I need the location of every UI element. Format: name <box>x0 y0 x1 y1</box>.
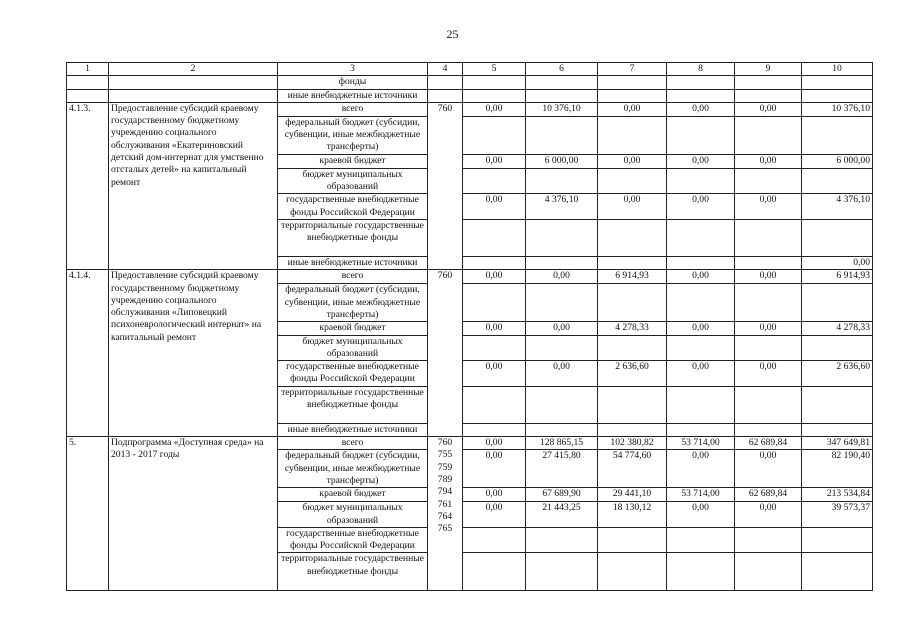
value-cell: 128 865,15 <box>526 437 598 450</box>
value-cell <box>598 168 667 194</box>
empty-cell <box>735 76 802 89</box>
empty-cell <box>802 76 873 89</box>
table-row <box>67 76 873 89</box>
source-label: федеральный бюджет (субсидии, субвенции, иные межбюджетные трансферты) <box>278 284 428 322</box>
source-label: всего <box>278 270 428 284</box>
value-cell <box>802 219 873 256</box>
value-cell <box>598 335 667 361</box>
value-cell: 4 376,10 <box>802 194 873 220</box>
value-cell <box>802 116 873 154</box>
source-label: бюджет муниципальных образований <box>278 335 428 361</box>
item-number: 5. <box>67 437 109 591</box>
value-cell: 0,00 <box>463 322 526 335</box>
source-label: территориальные государственные внебюджетные фонды <box>278 219 428 256</box>
value-cell: 0,00 <box>463 154 526 168</box>
value-cell: 0,00 <box>667 270 735 284</box>
value-cell <box>735 553 802 591</box>
value-cell: 0,00 <box>526 361 598 387</box>
value-cell <box>667 256 735 269</box>
value-cell: 53 714,00 <box>667 437 735 450</box>
source-label: фонды <box>278 76 428 89</box>
value-cell: 27 415,80 <box>526 450 598 488</box>
value-cell: 0,00 <box>463 361 526 387</box>
value-cell: 0,00 <box>463 437 526 450</box>
value-cell: 62 689,84 <box>735 488 802 502</box>
value-cell <box>667 527 735 553</box>
value-cell: 0,00 <box>463 102 526 116</box>
value-cell: 213 534,84 <box>802 488 873 502</box>
value-cell <box>802 284 873 322</box>
value-cell <box>667 284 735 322</box>
value-cell: 6 000,00 <box>526 154 598 168</box>
value-cell: 0,00 <box>463 270 526 284</box>
value-cell: 39 573,37 <box>802 502 873 528</box>
item-name: Предоставление субсидий краевому государственному бюджетному учреждению социального обслуживания «Липовецкий психоневрологический интернат» на капитальный ремонт <box>109 270 278 437</box>
page-number: 25 <box>446 27 459 41</box>
value-cell <box>667 116 735 154</box>
column-number-header: 10 <box>802 63 873 76</box>
value-cell <box>463 527 526 553</box>
value-cell <box>463 553 526 591</box>
value-cell <box>526 168 598 194</box>
value-cell <box>802 527 873 553</box>
value-cell <box>463 284 526 322</box>
empty-cell <box>109 89 278 102</box>
value-cell: 0,00 <box>667 154 735 168</box>
value-cell: 6 914,93 <box>598 270 667 284</box>
budget-code: 760 <box>428 270 463 437</box>
column-number-header: 8 <box>667 63 735 76</box>
value-cell: 347 649,81 <box>802 437 873 450</box>
source-label: краевой бюджет <box>278 322 428 335</box>
empty-cell <box>802 89 873 102</box>
value-cell: 0,00 <box>463 502 526 528</box>
value-cell <box>667 386 735 423</box>
source-label: федеральный бюджет (субсидии, субвенции, иные межбюджетные трансферты) <box>278 450 428 488</box>
value-cell: 0,00 <box>667 361 735 387</box>
source-label: всего <box>278 437 428 450</box>
value-cell <box>735 386 802 423</box>
value-cell <box>598 116 667 154</box>
value-cell: 10 376,10 <box>526 102 598 116</box>
value-cell: 53 714,00 <box>667 488 735 502</box>
column-number-header: 3 <box>278 63 428 76</box>
value-cell <box>802 386 873 423</box>
source-label: всего <box>278 102 428 116</box>
source-label: бюджет муниципальных образований <box>278 502 428 528</box>
value-cell <box>667 219 735 256</box>
value-cell: 0,00 <box>735 102 802 116</box>
value-cell: 102 380,82 <box>598 437 667 450</box>
value-cell <box>598 527 667 553</box>
value-cell <box>802 335 873 361</box>
empty-cell <box>428 89 463 102</box>
value-cell <box>463 423 526 436</box>
value-cell: 0,00 <box>667 194 735 220</box>
value-cell: 4 376,10 <box>526 194 598 220</box>
value-cell <box>463 256 526 269</box>
value-cell <box>463 335 526 361</box>
value-cell: 67 689,90 <box>526 488 598 502</box>
source-label: иные внебюджетные источники <box>278 423 428 436</box>
column-number-header: 6 <box>526 63 598 76</box>
source-label: краевой бюджет <box>278 488 428 502</box>
header-row <box>67 63 873 76</box>
empty-cell <box>67 89 109 102</box>
value-cell <box>735 423 802 436</box>
value-cell <box>667 553 735 591</box>
value-cell: 0,00 <box>735 270 802 284</box>
value-cell: 0,00 <box>802 256 873 269</box>
column-number-header: 9 <box>735 63 802 76</box>
value-cell <box>526 386 598 423</box>
budget-table <box>66 62 873 591</box>
source-label: территориальные государственные внебюджетные фонды <box>278 553 428 591</box>
source-label: федеральный бюджет (субсидии, субвенции, иные межбюджетные трансферты) <box>278 116 428 154</box>
value-cell: 62 689,84 <box>735 437 802 450</box>
value-cell <box>463 386 526 423</box>
value-cell <box>598 284 667 322</box>
value-cell <box>526 553 598 591</box>
table-row <box>67 270 873 284</box>
budget-code: 760 <box>428 102 463 269</box>
value-cell <box>667 335 735 361</box>
source-label: иные внебюджетные источники <box>278 256 428 269</box>
value-cell <box>735 335 802 361</box>
value-cell <box>526 284 598 322</box>
item-name: Предоставление субсидий краевому государственному бюджетному учреждению социального обслуживания «Екатериновский детский дом-интернат для умственно отсталых детей» на капитальный ремонт <box>109 102 278 269</box>
empty-cell <box>598 89 667 102</box>
value-cell <box>463 219 526 256</box>
source-label: иные внебюджетные источники <box>278 89 428 102</box>
item-number: 4.1.3. <box>67 102 109 269</box>
value-cell: 0,00 <box>667 502 735 528</box>
empty-cell <box>428 76 463 89</box>
empty-cell <box>67 76 109 89</box>
value-cell: 0,00 <box>667 322 735 335</box>
column-number-header: 5 <box>463 63 526 76</box>
table-body <box>67 63 873 591</box>
source-label: территориальные государственные внебюджетные фонды <box>278 386 428 423</box>
empty-cell <box>526 89 598 102</box>
value-cell <box>526 219 598 256</box>
value-cell <box>802 553 873 591</box>
value-cell: 6 000,00 <box>802 154 873 168</box>
value-cell: 0,00 <box>735 450 802 488</box>
value-cell: 0,00 <box>735 194 802 220</box>
value-cell: 0,00 <box>526 270 598 284</box>
value-cell <box>526 116 598 154</box>
value-cell: 10 376,10 <box>802 102 873 116</box>
value-cell <box>463 168 526 194</box>
empty-cell <box>667 89 735 102</box>
table-row <box>67 102 873 116</box>
value-cell <box>735 527 802 553</box>
value-cell <box>598 256 667 269</box>
value-cell: 6 914,93 <box>802 270 873 284</box>
value-cell <box>735 256 802 269</box>
source-label: краевой бюджет <box>278 154 428 168</box>
value-cell: 2 636,60 <box>802 361 873 387</box>
column-number-header: 7 <box>598 63 667 76</box>
column-number-header: 4 <box>428 63 463 76</box>
value-cell <box>735 168 802 194</box>
source-label: государственные внебюджетные фонды Российской Федерации <box>278 527 428 553</box>
value-cell: 29 441,10 <box>598 488 667 502</box>
value-cell <box>526 423 598 436</box>
value-cell: 0,00 <box>463 450 526 488</box>
value-cell: 82 190,40 <box>802 450 873 488</box>
value-cell: 0,00 <box>598 102 667 116</box>
value-cell <box>735 116 802 154</box>
value-cell: 2 636,60 <box>598 361 667 387</box>
item-name: Подпрограмма «Доступная среда» на 2013 - 2017 годы <box>109 437 278 591</box>
column-number-header: 2 <box>109 63 278 76</box>
value-cell <box>598 423 667 436</box>
source-label: государственные внебюджетные фонды Российской Федерации <box>278 194 428 220</box>
value-cell <box>598 386 667 423</box>
value-cell: 0,00 <box>598 194 667 220</box>
value-cell: 21 443,25 <box>526 502 598 528</box>
value-cell <box>526 527 598 553</box>
source-label: государственные внебюджетные фонды Российской Федерации <box>278 361 428 387</box>
value-cell <box>802 423 873 436</box>
table-row <box>67 437 873 450</box>
value-cell <box>463 116 526 154</box>
value-cell: 0,00 <box>735 154 802 168</box>
value-cell <box>735 284 802 322</box>
value-cell: 54 774,60 <box>598 450 667 488</box>
value-cell <box>526 335 598 361</box>
empty-cell <box>463 89 526 102</box>
empty-cell <box>109 76 278 89</box>
value-cell <box>667 168 735 194</box>
value-cell: 0,00 <box>735 322 802 335</box>
empty-cell <box>667 76 735 89</box>
value-cell: 0,00 <box>735 502 802 528</box>
value-cell: 0,00 <box>735 361 802 387</box>
empty-cell <box>735 89 802 102</box>
value-cell <box>735 219 802 256</box>
table-row <box>67 89 873 102</box>
value-cell <box>526 256 598 269</box>
column-number-header: 1 <box>67 63 109 76</box>
value-cell <box>598 219 667 256</box>
empty-cell <box>526 76 598 89</box>
source-label: бюджет муниципальных образований <box>278 168 428 194</box>
budget-code: 760 755 759 789 794 761 764 765 <box>428 437 463 591</box>
value-cell: 4 278,33 <box>598 322 667 335</box>
value-cell: 0,00 <box>463 488 526 502</box>
empty-cell <box>598 76 667 89</box>
item-number: 4.1.4. <box>67 270 109 437</box>
value-cell: 0,00 <box>667 102 735 116</box>
value-cell <box>802 168 873 194</box>
value-cell: 18 130,12 <box>598 502 667 528</box>
value-cell <box>598 553 667 591</box>
value-cell: 4 278,33 <box>802 322 873 335</box>
value-cell: 0,00 <box>598 154 667 168</box>
value-cell <box>667 423 735 436</box>
value-cell: 0,00 <box>463 194 526 220</box>
empty-cell <box>463 76 526 89</box>
value-cell: 0,00 <box>667 450 735 488</box>
value-cell: 0,00 <box>526 322 598 335</box>
